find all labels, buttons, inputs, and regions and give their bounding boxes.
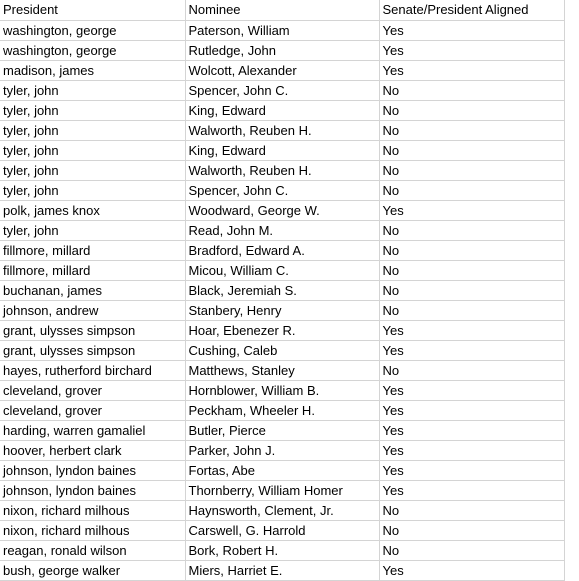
cell-aligned[interactable]: Yes	[379, 441, 564, 461]
cell-aligned[interactable]: Yes	[379, 61, 564, 81]
cell-aligned[interactable]: No	[379, 261, 564, 281]
cell-president[interactable]: hayes, rutherford birchard	[0, 361, 185, 381]
cell-nominee[interactable]: Micou, William C.	[185, 261, 379, 281]
cell-nominee[interactable]: King, Edward	[185, 141, 379, 161]
cell-aligned[interactable]: No	[379, 101, 564, 121]
cell-nominee[interactable]: Peckham, Wheeler H.	[185, 401, 379, 421]
cell-president[interactable]: cleveland, grover	[0, 381, 185, 401]
table-row	[0, 261, 564, 281]
cell-president[interactable]: madison, james	[0, 61, 185, 81]
table-row	[0, 201, 564, 221]
table-row	[0, 221, 564, 241]
cell-nominee[interactable]: Spencer, John C.	[185, 181, 379, 201]
cell-nominee[interactable]: Spencer, John C.	[185, 81, 379, 101]
table-row	[0, 381, 564, 401]
cell-aligned[interactable]: Yes	[379, 381, 564, 401]
cell-president[interactable]: tyler, john	[0, 161, 185, 181]
cell-aligned[interactable]: Yes	[379, 481, 564, 501]
cell-nominee[interactable]: Miers, Harriet E.	[185, 561, 379, 581]
cell-nominee[interactable]: Haynsworth, Clement, Jr.	[185, 501, 379, 521]
table-row	[0, 181, 564, 201]
cell-nominee[interactable]: Black, Jeremiah S.	[185, 281, 379, 301]
cell-nominee[interactable]: Read, John M.	[185, 221, 379, 241]
cell-nominee[interactable]: Walworth, Reuben H.	[185, 121, 379, 141]
cell-aligned[interactable]: No	[379, 161, 564, 181]
cell-president[interactable]: cleveland, grover	[0, 401, 185, 421]
table-row	[0, 501, 564, 521]
cell-president[interactable]: polk, james knox	[0, 201, 185, 221]
cell-president[interactable]: tyler, john	[0, 101, 185, 121]
cell-president[interactable]: hoover, herbert clark	[0, 441, 185, 461]
cell-nominee[interactable]: Thornberry, William Homer	[185, 481, 379, 501]
table-row	[0, 561, 564, 581]
cell-aligned[interactable]: No	[379, 301, 564, 321]
cell-aligned[interactable]: No	[379, 541, 564, 561]
cell-nominee[interactable]: Fortas, Abe	[185, 461, 379, 481]
cell-president[interactable]: washington, george	[0, 41, 185, 61]
cell-aligned[interactable]: Yes	[379, 321, 564, 341]
cell-nominee[interactable]: Paterson, William	[185, 21, 379, 41]
table-row	[0, 21, 564, 41]
table-row	[0, 161, 564, 181]
header-cell-nominee[interactable]: Nominee	[185, 0, 379, 21]
cell-aligned[interactable]: Yes	[379, 561, 564, 581]
cell-president[interactable]: grant, ulysses simpson	[0, 321, 185, 341]
cell-aligned[interactable]: No	[379, 141, 564, 161]
header-cell-aligned[interactable]: Senate/President Aligned	[379, 0, 564, 21]
cell-president[interactable]: tyler, john	[0, 181, 185, 201]
cell-president[interactable]: tyler, john	[0, 221, 185, 241]
cell-president[interactable]: johnson, andrew	[0, 301, 185, 321]
cell-nominee[interactable]: Bork, Robert H.	[185, 541, 379, 561]
cell-nominee[interactable]: Wolcott, Alexander	[185, 61, 379, 81]
cell-president[interactable]: tyler, john	[0, 81, 185, 101]
cell-nominee[interactable]: Hoar, Ebenezer R.	[185, 321, 379, 341]
header-cell-president[interactable]: President	[0, 0, 185, 21]
cell-aligned[interactable]: Yes	[379, 461, 564, 481]
table-row	[0, 461, 564, 481]
cell-aligned[interactable]: No	[379, 281, 564, 301]
table-row	[0, 481, 564, 501]
cell-president[interactable]: nixon, richard milhous	[0, 521, 185, 541]
cell-aligned[interactable]: Yes	[379, 341, 564, 361]
cell-aligned[interactable]: Yes	[379, 401, 564, 421]
cell-president[interactable]: fillmore, millard	[0, 241, 185, 261]
header-row	[0, 0, 564, 21]
table-row	[0, 341, 564, 361]
table-row	[0, 321, 564, 341]
cell-nominee[interactable]: Carswell, G. Harrold	[185, 521, 379, 541]
table-row	[0, 361, 564, 381]
cell-nominee[interactable]: Cushing, Caleb	[185, 341, 379, 361]
table-row	[0, 41, 564, 61]
table-row	[0, 81, 564, 101]
cell-president[interactable]: johnson, lyndon baines	[0, 481, 185, 501]
cell-president[interactable]: tyler, john	[0, 121, 185, 141]
cell-aligned[interactable]: Yes	[379, 41, 564, 61]
cell-aligned[interactable]: No	[379, 121, 564, 141]
table-row	[0, 441, 564, 461]
cell-president[interactable]: bush, george walker	[0, 561, 185, 581]
cell-aligned[interactable]: Yes	[379, 201, 564, 221]
table-row	[0, 121, 564, 141]
cell-aligned[interactable]: No	[379, 361, 564, 381]
cell-president[interactable]: fillmore, millard	[0, 261, 185, 281]
table-row	[0, 421, 564, 441]
table-row	[0, 281, 564, 301]
cell-president[interactable]: johnson, lyndon baines	[0, 461, 185, 481]
table-row	[0, 101, 564, 121]
cell-nominee[interactable]: Woodward, George W.	[185, 201, 379, 221]
cell-aligned[interactable]: No	[379, 81, 564, 101]
table-row	[0, 241, 564, 261]
cell-aligned[interactable]: Yes	[379, 21, 564, 41]
cell-nominee[interactable]: Stanbery, Henry	[185, 301, 379, 321]
cell-president[interactable]: grant, ulysses simpson	[0, 341, 185, 361]
cell-nominee[interactable]: Matthews, Stanley	[185, 361, 379, 381]
cell-aligned[interactable]: No	[379, 221, 564, 241]
table-row	[0, 141, 564, 161]
cell-president[interactable]: reagan, ronald wilson	[0, 541, 185, 561]
cell-nominee[interactable]: Walworth, Reuben H.	[185, 161, 379, 181]
cell-aligned[interactable]: No	[379, 521, 564, 541]
cell-president[interactable]: harding, warren gamaliel	[0, 421, 185, 441]
table-row	[0, 521, 564, 541]
cell-president[interactable]: tyler, john	[0, 141, 185, 161]
cell-aligned[interactable]: No	[379, 181, 564, 201]
cell-nominee[interactable]: Rutledge, John	[185, 41, 379, 61]
cell-nominee[interactable]: Hornblower, William B.	[185, 381, 379, 401]
cell-aligned[interactable]: Yes	[379, 421, 564, 441]
cell-nominee[interactable]: Butler, Pierce	[185, 421, 379, 441]
table-row	[0, 401, 564, 421]
cell-nominee[interactable]: Bradford, Edward A.	[185, 241, 379, 261]
table-row	[0, 61, 564, 81]
table-row	[0, 301, 564, 321]
cell-nominee[interactable]: Parker, John J.	[185, 441, 379, 461]
cell-president[interactable]: buchanan, james	[0, 281, 185, 301]
cell-president[interactable]: nixon, richard milhous	[0, 501, 185, 521]
cell-president[interactable]: washington, george	[0, 21, 185, 41]
table-row	[0, 541, 564, 561]
cell-nominee[interactable]: King, Edward	[185, 101, 379, 121]
cell-aligned[interactable]: No	[379, 501, 564, 521]
cell-aligned[interactable]: No	[379, 241, 564, 261]
